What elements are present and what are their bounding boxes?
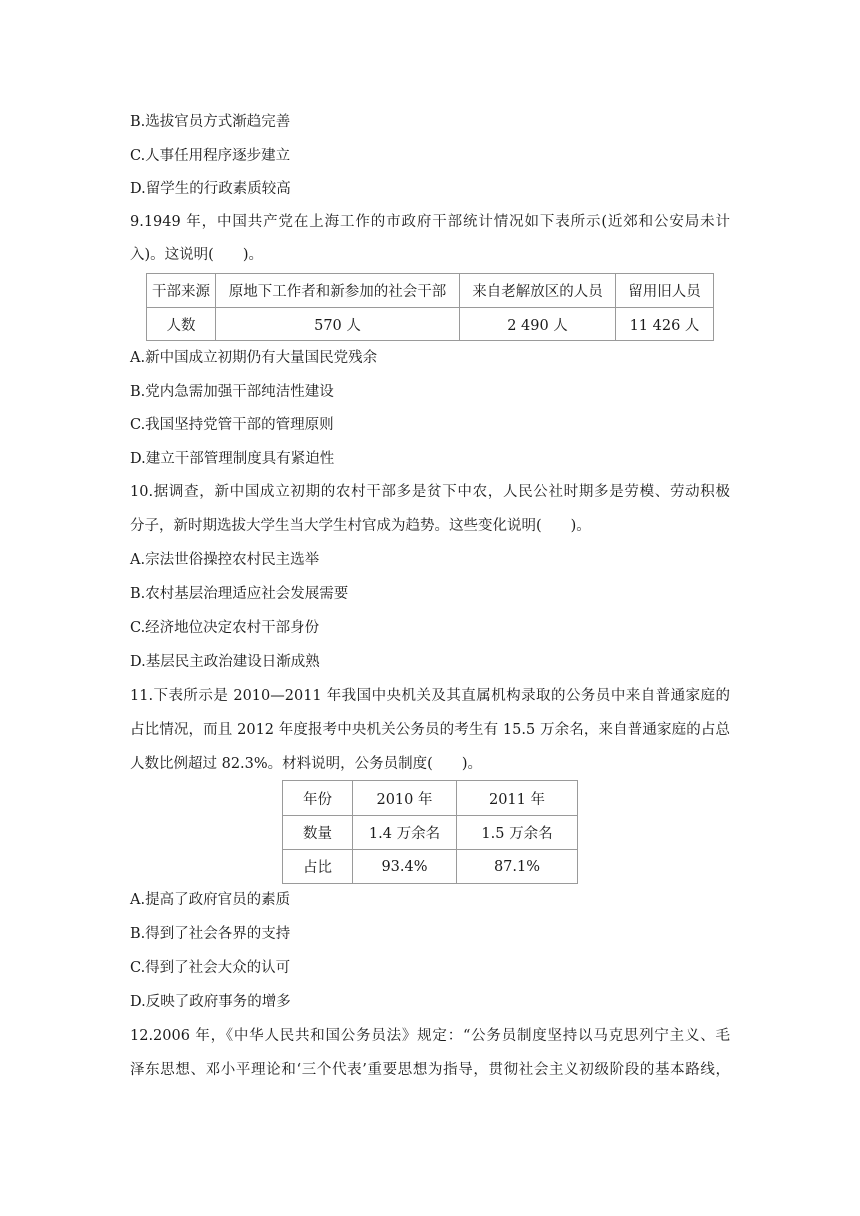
q8-option-b: B.选拔官员方式渐趋完善 (130, 114, 291, 130)
q11-table-cell: 占比 (283, 850, 353, 884)
q9-stem-line1: 9.1949 年，中国共产党在上海工作的市政府干部统计情况如下表所示(近郊和公安局未计 (130, 214, 730, 230)
q9-stem-line2: 入)。这说明( )。 (130, 247, 263, 263)
q10-option-d: D.基层民主政治建设日渐成熟 (130, 654, 320, 670)
q9-table-cell: 人数 (147, 308, 216, 341)
q10-option-a: A.宗法世俗操控农村民主选举 (130, 552, 320, 568)
q10-stem-line1: 10.据调查，新中国成立初期的农村干部多是贫下中农，人民公社时期多是劳模、劳动积极 (130, 484, 730, 500)
q9-table-header-cell: 留用旧人员 (616, 274, 714, 308)
q9-option-a: A.新中国成立初期仍有大量国民党残余 (130, 350, 378, 366)
q11-table-cell: 2010 年 (353, 781, 457, 816)
q11-option-b: B.得到了社会各界的支持 (130, 926, 291, 942)
q9-table-header-cell: 原地下工作者和新参加的社会干部 (216, 274, 460, 308)
q9-option-b: B.党内急需加强干部纯洁性建设 (130, 384, 334, 400)
q11-option-d: D.反映了政府事务的增多 (130, 994, 291, 1010)
q11-table-cell: 1.4 万余名 (353, 816, 457, 850)
q11-option-a: A.提高了政府官员的素质 (130, 892, 291, 908)
q9-table-cell: 570 人 (216, 308, 460, 341)
q9-table (146, 273, 714, 341)
q8-option-d: D.留学生的行政素质较高 (130, 181, 291, 197)
q11-table-cell: 1.5 万余名 (457, 816, 578, 850)
q12-stem-line2: 泽东思想、邓小平理论和‘三个代表’重要思想为指导，贯彻社会主义初级阶段的基本路线， (130, 1062, 730, 1078)
q9-table-cell: 11 426 人 (616, 308, 714, 341)
q11-option-c: C.得到了社会大众的认可 (130, 960, 291, 976)
q8-option-c: C.人事任用程序逐步建立 (130, 148, 291, 164)
q9-table-header-cell: 来自老解放区的人员 (460, 274, 616, 308)
q11-table-cell: 87.1% (457, 850, 578, 884)
q11-table-row (283, 781, 578, 816)
q10-option-c: C.经济地位决定农村干部身份 (130, 620, 320, 636)
q9-option-d: D.建立干部管理制度具有紧迫性 (130, 451, 335, 467)
q11-table-cell: 2011 年 (457, 781, 578, 816)
q9-option-c: C.我国坚持党管干部的管理原则 (130, 417, 334, 433)
q9-table-header-row (147, 274, 714, 308)
q11-table-row (283, 850, 578, 884)
q9-table-cell: 2 490 人 (460, 308, 616, 341)
q11-table-row (283, 816, 578, 850)
q11-table (282, 780, 578, 884)
q11-table-cell: 93.4% (353, 850, 457, 884)
q9-table-header-cell: 干部来源 (147, 274, 216, 308)
q11-stem-line3: 人数比例超过 82.3%。材料说明，公务员制度( )。 (130, 756, 482, 772)
q11-stem-line2: 占比情况，而且 2012 年度报考中央机关公务员的考生有 15.5 万余名，来自普通家庭的占总 (130, 722, 730, 738)
q9-table-row (147, 308, 714, 341)
q12-stem-line1: 12.2006 年，《中华人民共和国公务员法》规定：“公务员制度坚持以马克思列宁主义、毛 (130, 1028, 730, 1044)
q11-stem-line1: 11.下表所示是 2010—2011 年我国中央机关及其直属机构录取的公务员中来自普通家庭的 (130, 688, 730, 704)
q10-option-b: B.农村基层治理适应社会发展需要 (130, 586, 349, 602)
q10-stem-line2: 分子，新时期选拔大学生当大学生村官成为趋势。这些变化说明( )。 (130, 518, 591, 534)
q11-table-cell: 年份 (283, 781, 353, 816)
q11-table-cell: 数量 (283, 816, 353, 850)
